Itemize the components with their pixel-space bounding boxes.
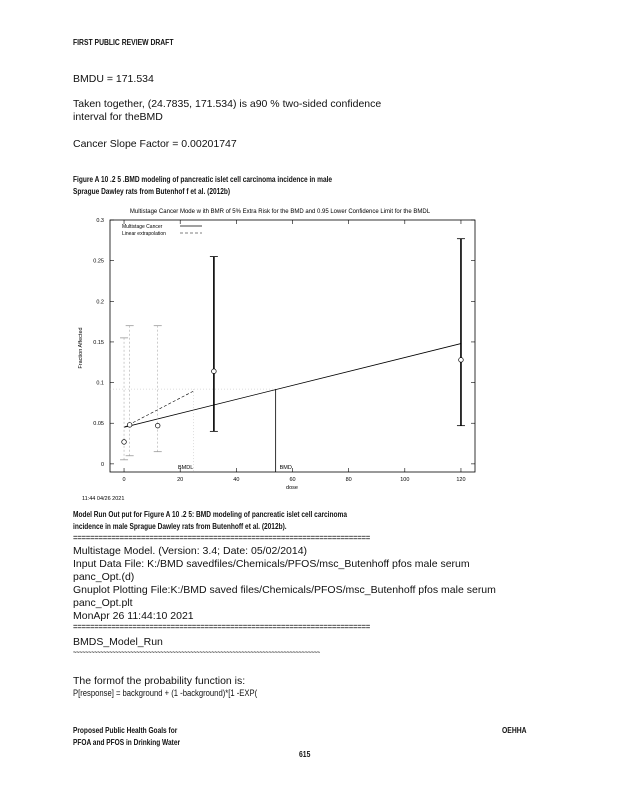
bmds-model-run: BMDS_Model_Run: [73, 636, 163, 648]
draft-header: FIRST PUBLIC REVIEW DRAFT: [73, 38, 174, 47]
confidence-interval-line: Taken together, (24.7835, 171.534) is a90 % two-sided confidence: [73, 98, 382, 110]
separator-rule-2: ======================================================================: [73, 622, 371, 633]
bmd-label: BMD: [279, 465, 292, 471]
x-tick-label: 40: [233, 477, 240, 483]
bmd-chart: [70, 200, 490, 505]
observed-point: [459, 358, 464, 363]
observed-point: [155, 423, 160, 428]
x-tick-label: 80: [345, 477, 352, 483]
chart-title: Multistage Cancer Mode w ith BMR of 5% Extra Risk for the BMD and 0.95 Lower Confidence Limit for the BMDL: [129, 209, 431, 215]
tilde-rule: ~~~~~~~~~~~~~~~~~~~~~~~~~~~~~~~~~~~~~~~~~~~~~~~~~~~~~~~~~~~~~~~~~~~~~~~~~~~~~~~~~~: [73, 647, 320, 657]
footer-agency: OEHHA: [502, 726, 527, 735]
bmdl-label: BMDL: [177, 465, 194, 471]
separator-rule: ======================================================================: [73, 533, 371, 544]
x-tick-label: 120: [456, 477, 466, 483]
model-output-caption-1: Model Run Out put for Figure A 10 .2 5: BMD modeling of pancreatic islet cell carcinoma: [73, 510, 347, 519]
page-number: 615: [299, 750, 311, 759]
footer-title-2: PFOA and PFOS in Drinking Water: [73, 738, 181, 747]
observed-point: [212, 369, 217, 374]
model-fit-line: [124, 344, 461, 428]
y-tick-label: 0.1: [96, 380, 104, 387]
x-tick-label: 20: [177, 477, 184, 483]
bmdu-line: BMDU = 171.534: [73, 73, 154, 85]
x-tick-label: 0: [122, 477, 126, 483]
x-tick-label: 60: [289, 477, 296, 483]
linear-extrapolation-line: [124, 391, 194, 428]
y-tick-label: 0.2: [96, 299, 104, 306]
footer-title-1: Proposed Public Health Goals for: [73, 726, 178, 735]
gnuplot-file-line: Gnuplot Plotting File:K:/BMD saved files/Chemicals/PFOS/msc_Butenhoff pfos male serum: [73, 584, 496, 596]
y-tick-label: 0.25: [93, 258, 104, 265]
probability-function-line: P[response] = background + (1 -background)*[1 -EXP(: [73, 688, 258, 698]
model-output-caption-2: incidence in male Sprague Dawley rats from Butenhoff et al. (2012b).: [73, 522, 287, 531]
x-tick-label: 100: [400, 477, 410, 483]
figure-caption-line-2: Sprague Dawley rats from Butenhof f et al. (2012b): [73, 187, 231, 196]
x-axis-label: dose: [286, 485, 298, 491]
y-tick-label: 0.3: [96, 218, 104, 224]
run-date-line: MonApr 26 11:44:10 2021: [73, 610, 194, 622]
y-tick-label: 0: [100, 461, 104, 468]
chart-timestamp: 11:44 04/26 2021: [82, 496, 125, 502]
y-tick-label: 0.05: [93, 421, 104, 428]
y-axis-label: Fraction Affected: [78, 327, 84, 369]
gnuplot-file-line-2: panc_Opt.plt: [73, 597, 133, 609]
input-data-file-line: Input Data File: K:/BMD savedfiles/Chemicals/PFOS/msc_Butenhoff pfos male serum: [73, 558, 470, 570]
y-tick-label: 0.15: [93, 339, 104, 346]
cancer-slope-factor: Cancer Slope Factor = 0.00201747: [73, 138, 237, 150]
multistage-model-line: Multistage Model. (Version: 3.4; Date: 05/02/2014): [73, 545, 308, 557]
probability-form-line: The formof the probability function is:: [73, 675, 246, 687]
observed-point: [122, 440, 127, 445]
input-data-file-line-2: panc_Opt.(d): [73, 571, 135, 583]
figure-caption-line-1: Figure A 10 .2 5 .BMD modeling of pancreatic islet cell carcinoma incidence in male: [73, 175, 333, 184]
plot-frame: [110, 220, 475, 472]
legend-label-multistage: Multistage Cancer: [122, 224, 163, 230]
observed-point: [127, 423, 132, 428]
legend-label-linear: Linear extrapolation: [122, 231, 166, 237]
confidence-interval-line-2: interval for theBMD: [73, 111, 163, 123]
